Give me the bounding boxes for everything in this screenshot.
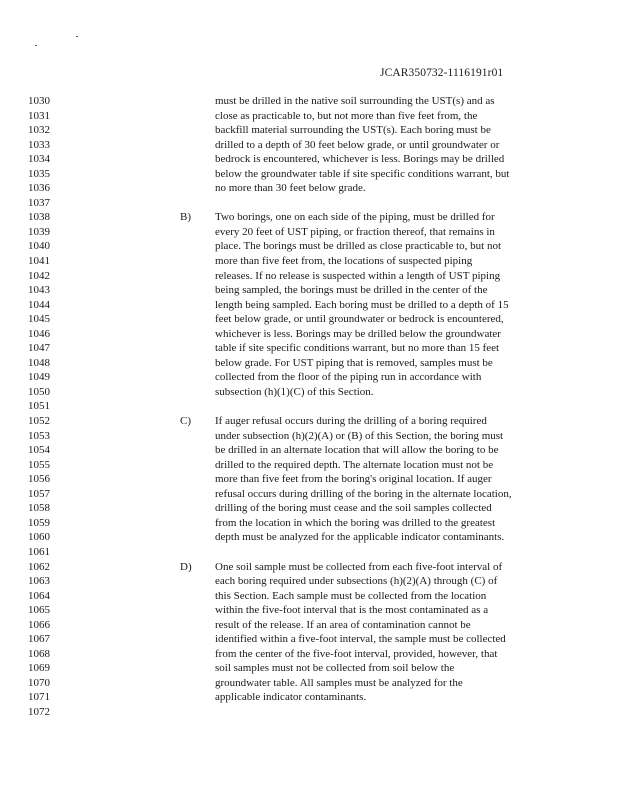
line-number: 1060 [28, 531, 50, 544]
line-number: 1047 [28, 342, 50, 355]
line-number: 1069 [28, 662, 50, 675]
paragraph-text: backfill material surrounding the UST(s). Each boring must be [215, 124, 491, 137]
text-line [0, 138, 618, 153]
text-line [0, 472, 618, 487]
paragraph-text: groundwater table. All samples must be analyzed for the [215, 676, 463, 689]
line-number: 1034 [28, 153, 50, 166]
paragraph-text: Two borings, one on each side of the piping, must be drilled for [215, 211, 495, 224]
subsection-label: B) [180, 211, 191, 224]
scan-speck [35, 45, 37, 46]
line-number: 1062 [28, 560, 50, 573]
paragraph-text: bedrock is encountered, whichever is less. Borings may be drilled [215, 153, 505, 166]
paragraph-text: If auger refusal occurs during the drilling of a boring required [215, 415, 487, 428]
text-line [0, 225, 618, 240]
line-number: 1031 [28, 109, 50, 122]
scan-speck [76, 36, 78, 37]
paragraph-text: table if site specific conditions warrant, but no more than 15 feet [215, 342, 500, 355]
line-number: 1036 [28, 182, 50, 195]
text-line [0, 167, 618, 182]
text-line [0, 414, 618, 429]
line-number: 1066 [28, 618, 50, 631]
paragraph-text: drilled to a depth of 30 feet below grade, or until groundwater or [215, 138, 500, 151]
subsection-label: C) [180, 415, 191, 428]
line-number: 1065 [28, 604, 50, 617]
line-number: 1042 [28, 269, 50, 282]
paragraph-text: be drilled in an alternate location that will allow the boring to be [215, 444, 499, 457]
paragraph-text: must be drilled in the native soil surrounding the UST(s) and as [215, 95, 495, 107]
text-line [0, 647, 618, 662]
text-line [0, 705, 618, 720]
paragraph-text: every 20 feet of UST piping, or fraction thereof, that remains in [215, 225, 495, 238]
paragraph-text: length being sampled. Each boring must be drilled to a depth of 15 [215, 298, 509, 311]
text-line [0, 429, 618, 444]
text-line [0, 501, 618, 516]
text-line [0, 94, 618, 109]
paragraph-text: close as practicable to, but not more than five feet from, the [215, 109, 478, 122]
document-body [0, 94, 618, 720]
text-line [0, 269, 618, 284]
line-number: 1045 [28, 313, 50, 326]
text-line [0, 632, 618, 647]
line-number: 1059 [28, 516, 50, 529]
line-number: 1072 [28, 705, 50, 718]
paragraph-text: collected from the floor of the piping run in accordance with [215, 371, 482, 384]
line-number: 1049 [28, 371, 50, 384]
line-number: 1033 [28, 138, 50, 151]
text-line [0, 676, 618, 691]
text-line [0, 516, 618, 531]
line-number: 1071 [28, 691, 50, 704]
text-line [0, 152, 618, 167]
line-number: 1070 [28, 676, 50, 689]
text-line [0, 210, 618, 225]
text-line [0, 399, 618, 414]
text-line [0, 196, 618, 211]
document-id-header: JCAR350732-1116191r01 [380, 67, 504, 79]
paragraph-text: this Section. Each sample must be collected from the location [215, 589, 487, 602]
line-number: 1032 [28, 124, 50, 137]
text-line [0, 690, 618, 705]
paragraph-text: below grade. For UST piping that is removed, samples must be [215, 356, 493, 369]
text-line [0, 487, 618, 502]
text-line [0, 560, 618, 575]
line-number: 1053 [28, 429, 50, 442]
line-number: 1048 [28, 356, 50, 369]
paragraph-text: releases. If no release is suspected within a length of UST piping [215, 269, 501, 282]
line-number: 1043 [28, 284, 50, 297]
line-number: 1054 [28, 444, 50, 457]
paragraph-text: applicable indicator contaminants. [215, 691, 367, 704]
line-number: 1068 [28, 647, 50, 660]
paragraph-text: drilling of the boring must cease and the soil samples collected [215, 502, 492, 515]
text-line [0, 283, 618, 298]
line-number: 1038 [28, 211, 50, 224]
paragraph-text: from the location in which the boring was drilled to the greatest [215, 516, 496, 529]
text-line [0, 574, 618, 589]
text-line [0, 356, 618, 371]
line-number: 1051 [28, 400, 50, 413]
line-number: 1055 [28, 458, 50, 471]
paragraph-text: more than five feet from the boring's original location. If auger [215, 473, 492, 486]
paragraph-text: under subsection (h)(2)(A) or (B) of this Section, the boring must [215, 429, 504, 442]
line-number: 1035 [28, 167, 50, 180]
paragraph-text: soil samples must not be collected from soil below the [215, 662, 455, 675]
line-number: 1030 [28, 95, 50, 107]
line-number: 1067 [28, 633, 50, 646]
line-number: 1064 [28, 589, 50, 602]
text-line [0, 458, 618, 473]
line-number: 1040 [28, 240, 50, 253]
text-line [0, 109, 618, 124]
line-number: 1044 [28, 298, 50, 311]
paragraph-text: identified within a five-foot interval, the sample must be collected [215, 633, 506, 646]
text-line [0, 545, 618, 560]
paragraph-text: drilled to the required depth. The alternate location must not be [215, 458, 494, 471]
text-line [0, 385, 618, 400]
paragraph-text: whichever is less. Borings may be drilled below the groundwater [215, 327, 501, 340]
line-number: 1052 [28, 415, 50, 428]
text-line [0, 312, 618, 327]
line-number: 1057 [28, 487, 50, 500]
text-line [0, 618, 618, 633]
line-number: 1041 [28, 255, 50, 268]
text-line [0, 443, 618, 458]
subsection-label: D) [180, 560, 192, 573]
paragraph-text: no more than 30 feet below grade. [215, 182, 366, 195]
paragraph-text: refusal occurs during drilling of the boring in the alternate location, [215, 487, 512, 500]
paragraph-text: each boring required under subsections (h)(2)(A) through (C) of [215, 575, 498, 588]
line-number: 1050 [28, 385, 50, 398]
line-number: 1039 [28, 225, 50, 238]
paragraph-text: within the five-foot interval that is the most contaminated as a [215, 604, 489, 617]
text-line [0, 239, 618, 254]
paragraph-text: result of the release. If an area of contamination cannot be [215, 618, 471, 631]
line-number: 1061 [28, 545, 50, 558]
paragraph-text: from the center of the five-foot interval, provided, however, that [215, 647, 498, 660]
line-number: 1058 [28, 502, 50, 515]
paragraph-text: being sampled, the borings must be drilled in the center of the [215, 284, 488, 297]
text-line [0, 603, 618, 618]
text-line [0, 661, 618, 676]
paragraph-text: subsection (h)(1)(C) of this Section. [215, 385, 374, 398]
text-line [0, 589, 618, 604]
text-line [0, 327, 618, 342]
line-number: 1046 [28, 327, 50, 340]
paragraph-text: depth must be analyzed for the applicable indicator contaminants. [215, 531, 505, 544]
text-line [0, 254, 618, 269]
text-line [0, 181, 618, 196]
line-number: 1063 [28, 575, 50, 588]
text-line [0, 298, 618, 313]
line-number: 1056 [28, 473, 50, 486]
paragraph-text: more than five feet from, the locations of suspected piping [215, 255, 473, 268]
text-line [0, 123, 618, 138]
text-line [0, 370, 618, 385]
text-line [0, 530, 618, 545]
paragraph-text: place. The borings must be drilled as close practicable to, but not [215, 240, 502, 253]
text-line [0, 341, 618, 356]
paragraph-text: One soil sample must be collected from each five-foot interval of [215, 560, 503, 573]
paragraph-text: below the groundwater table if site specific conditions warrant, but [215, 167, 510, 180]
line-number: 1037 [28, 196, 50, 209]
paragraph-text: feet below grade, or until groundwater or bedrock is encountered, [215, 313, 504, 326]
